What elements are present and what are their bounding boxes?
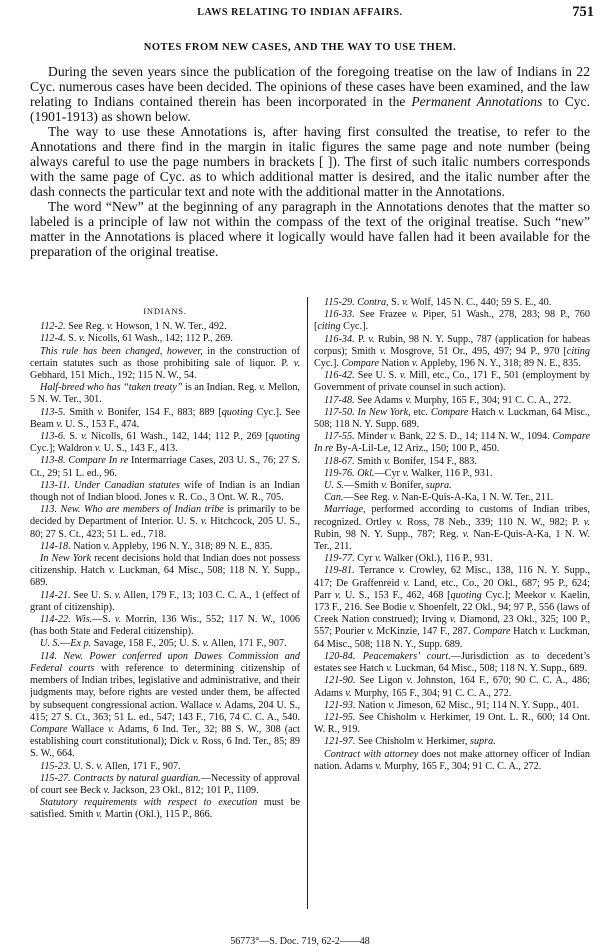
- annotation-entry: [314, 749, 590, 773]
- italic-run: v.: [420, 711, 427, 723]
- italic-run: 117-55.: [324, 431, 355, 443]
- italic-run: Contract with attorney: [324, 748, 419, 760]
- italic-run: 113. New.: [40, 504, 81, 516]
- text-run: U. S.: [70, 760, 97, 772]
- annotation-entry: [314, 309, 590, 333]
- text-run: [355, 651, 362, 662]
- text-run: During the seven years since the publication of the foregoing treatise on the law of Indians in 22 Cyc. numerous cases have been decided. The opinions of these cases have been examined, and the law relating to Indians contained therein has been incorporated in the: [30, 64, 590, 109]
- italic-run: U. S.: [324, 480, 345, 492]
- italic-run: v.: [97, 406, 104, 418]
- text-run: U. S., 153 F., 474.: [62, 418, 140, 430]
- italic-run: v.: [462, 528, 470, 540]
- running-head: [0, 4, 600, 22]
- text-run: Gebhard, 151 Mich., 192; 115 N. W., 54.: [30, 370, 197, 382]
- text-run: Nan-E-Quis-A-Ka, 1 N. W. Ter., 211.: [398, 492, 554, 504]
- text-run: Appleby, 196 N. Y., 318; 89 N. E., 835.: [109, 540, 273, 552]
- italic-run: quoting: [450, 589, 482, 601]
- italic-run: 112-4.: [40, 333, 66, 345]
- italic-run: Compare: [430, 406, 469, 418]
- column-heading: INDIANS.: [143, 306, 187, 316]
- text-run: Adams, 204 U. S., 415; 27 S. Ct., 363; 51 L. ed., 547; 143 F., 716, 74 C. C. A., 540.: [30, 699, 300, 723]
- right-column: [314, 297, 590, 915]
- text-run: U. S., 153 F., 462, 468 [: [341, 589, 451, 601]
- italic-run: v.: [94, 443, 102, 455]
- italic-run: v.: [384, 455, 391, 467]
- annotation-entry: [30, 553, 300, 590]
- italic-run: v.: [202, 638, 209, 650]
- italic-run: v.: [192, 736, 199, 748]
- running-title: LAWS RELATING TO INDIAN AFFAIRS.: [197, 7, 403, 18]
- italic-run: 121-95.: [324, 711, 356, 723]
- italic-run: Can.: [324, 492, 344, 504]
- annotation-entry: [30, 431, 300, 455]
- text-run: Cyc.]; Waldron: [30, 443, 95, 455]
- annotation-entry: [30, 504, 300, 541]
- italic-run: 121-90.: [324, 675, 356, 687]
- italic-run: Compare: [472, 626, 511, 638]
- italic-run: v.: [106, 321, 114, 333]
- column-divider: [307, 297, 308, 909]
- text-run: Bonifer, 154 F., 883; 889 [: [103, 406, 222, 418]
- italic-run: v.: [169, 492, 176, 504]
- italic-run: v.: [379, 345, 387, 357]
- text-run: Luckman, 64 Misc., 508; 118 N. Y., Supp. 689.: [314, 626, 590, 650]
- text-run: —: [60, 638, 71, 650]
- italic-run: v.: [108, 565, 116, 577]
- annotation-entry: [30, 541, 300, 553]
- italic-run: v.: [375, 553, 382, 565]
- text-run: The way to use these Annotations is, after having first consulted the treatise, to refer to the Annotations and there find in the margin in italic figures the same page and note number (being always careful to use the page numbers in brackets [ ]). The first of such italic numbers corresponds with the same page of Cyc. as to which additional matter is desired, and the italic number after the dash connects the particular text and note with the additional matter in the Annotations.: [30, 124, 590, 199]
- annotation-columns: [30, 297, 590, 915]
- italic-run: U. S.: [40, 638, 61, 650]
- text-run: Kaelin, 173 F., 216. See Bodie: [314, 589, 590, 614]
- annotation-entry: [30, 773, 300, 797]
- text-run: —S.: [92, 614, 115, 626]
- italic-run: 113-6.: [40, 431, 66, 443]
- italic-run: 121-93.: [324, 699, 356, 711]
- text-run: S.: [388, 297, 402, 308]
- italic-run: Marriage,: [324, 504, 366, 516]
- italic-run: v.: [103, 540, 110, 552]
- text-run: McKinzie, 147 F., 287.: [373, 626, 473, 638]
- text-run: Cyc.].: [314, 358, 342, 370]
- italic-run: v.: [402, 467, 409, 479]
- footer-signature: 56773°—S. Doc. 719, 62-2——48: [230, 936, 370, 947]
- italic-run: v.: [388, 699, 395, 711]
- italic-run: v.: [406, 675, 413, 687]
- italic-run: 113-8.: [40, 455, 66, 467]
- italic-run: v.: [540, 626, 547, 638]
- italic-run: Compare In re: [68, 455, 129, 467]
- italic-run: v.: [345, 687, 352, 699]
- annotation-entry: [314, 492, 590, 504]
- italic-run: 120-84.: [324, 650, 356, 662]
- italic-run: Compare In re: [314, 431, 590, 455]
- italic-run: v.: [550, 589, 557, 601]
- italic-run: v.: [417, 736, 424, 748]
- text-run: Shoenfelt, 22 Okl., 94; 97 P., 556 (laws of Creek Nation construed); Irving: [314, 602, 590, 626]
- annotation-entry: [30, 480, 300, 504]
- annotation-entry: [30, 651, 300, 761]
- annotation-entry: [30, 797, 300, 821]
- italic-run: 119-76.: [324, 467, 355, 479]
- text-run: Nan-E-Quis-A-Ka, 1 N. W. Ter., 211.: [314, 528, 590, 553]
- text-run: —See Reg.: [343, 492, 393, 504]
- annotation-entry: [30, 346, 300, 383]
- annotation-entry: [314, 370, 590, 394]
- italic-run: v.: [103, 784, 110, 796]
- intro-paragraph: [30, 124, 590, 199]
- annotation-entry: [30, 638, 300, 650]
- annotation-entry: [314, 504, 590, 553]
- text-run: Luckman, 64 Misc., 508; 118 N. Y. Supp., 689.: [30, 565, 300, 589]
- text-run: Appleby, 196 N. Y., 318; 89 N. E., 835.: [418, 358, 581, 370]
- annotation-entry: [30, 321, 300, 333]
- italic-run: v.: [386, 663, 393, 675]
- italic-run: citing: [317, 321, 341, 333]
- italic-run: v.: [498, 406, 505, 418]
- italic-run: Ex p.: [70, 638, 92, 650]
- italic-run: v.: [403, 577, 410, 589]
- text-run: Mellon, 5 N. W. Ter., 301.: [30, 382, 300, 406]
- italic-run: v.: [381, 480, 388, 492]
- intro-paragraph: [30, 199, 590, 259]
- text-run: See Reg.: [65, 321, 107, 333]
- annotation-entry: [314, 712, 590, 736]
- text-run: to Cyc. (1901-1913) as shown below.: [30, 94, 590, 124]
- intro-paragraph: [30, 64, 590, 124]
- italic-run: 121-97.: [324, 736, 356, 748]
- italic-run: citing: [566, 345, 590, 357]
- italic-run: 118-67.: [324, 455, 355, 467]
- italic-run: Permanent Annotations: [411, 94, 543, 109]
- text-run: recent decisions hold that Indian does not possess citizenship. Hatch: [30, 553, 300, 577]
- italic-run: Half-breed who has “taken treaty”: [40, 382, 183, 394]
- text-run: Bonifer, 154 F., 883.: [390, 455, 477, 467]
- text-run: —Necessity of approval of court see Beck: [30, 772, 300, 796]
- text-run: See Ligon: [355, 675, 407, 687]
- text-run: S.: [65, 431, 82, 443]
- italic-run: v.: [334, 589, 342, 601]
- text-run: in the construction of certain statutes such as those prohibiting sale of liquor. P.: [30, 345, 300, 369]
- text-run: Luckman, 64 Misc., 508; 118 N. Y. Supp., 689.: [392, 663, 588, 675]
- italic-run: v.: [56, 418, 63, 430]
- text-run: Walker, 116 P., 931.: [408, 467, 493, 479]
- text-run: Cyc.]; Meekor: [481, 589, 551, 601]
- text-run: —Smith: [344, 480, 382, 492]
- text-run: See Chisholm: [355, 736, 418, 748]
- text-run: Murphy, 165 F., 304; 91 C. C. A., 272.: [351, 687, 512, 699]
- italic-run: v.: [583, 516, 590, 528]
- italic-run: Wis.: [74, 614, 93, 626]
- text-run: Johnston, 164 F., 670; 90 C. C. A., 486; Adams: [314, 675, 590, 699]
- italic-run: Who are members of Indian tribe: [83, 504, 224, 516]
- italic-run: 114. New.: [40, 650, 84, 662]
- text-run: etc.: [410, 406, 431, 418]
- text-run: See Frazee: [354, 309, 412, 321]
- text-run: Cyc.].: [340, 321, 369, 333]
- text-run: U. S., 143 F., 413.: [101, 443, 178, 455]
- annotation-entry: [30, 407, 300, 431]
- annotation-entry: [30, 614, 300, 638]
- italic-run: 114-18.: [40, 540, 71, 552]
- italic-run: 117-50.: [324, 406, 355, 418]
- italic-run: v.: [405, 394, 412, 406]
- text-run: Allen, 171 F., 907.: [102, 760, 181, 772]
- annotation-entry: [314, 395, 590, 407]
- italic-run: In New York,: [357, 406, 411, 418]
- italic-run: v.: [411, 309, 418, 321]
- italic-run: v.: [215, 699, 222, 711]
- text-run: Ross, 78 Neb., 339; 110 N. W., 982; P.: [402, 516, 584, 528]
- italic-run: v.: [399, 370, 407, 382]
- text-run: S.: [65, 333, 79, 345]
- italic-run: quoting: [221, 406, 253, 418]
- italic-run: 116-42.: [324, 370, 355, 382]
- italic-run: v.: [200, 516, 208, 528]
- text-run: Terrance: [354, 565, 399, 577]
- italic-run: 112-2.: [40, 321, 66, 333]
- text-run: Cyc.]. See Beam: [30, 406, 300, 430]
- text-run: Hatch: [468, 406, 499, 418]
- italic-run: v.: [81, 431, 88, 443]
- text-run: Diamond, 23 Okl., 325; 100 P., 557; Pourier: [314, 614, 590, 638]
- text-run: See Chisholm: [355, 711, 421, 723]
- italic-run: v.: [259, 382, 266, 394]
- text-run: Nation: [355, 699, 389, 711]
- text-run: —Cyr: [374, 467, 403, 479]
- text-run: Nicolls, 61 Wash., 142; 112 P., 269.: [85, 333, 233, 345]
- italic-run: Contracts by natural guardian.: [73, 772, 201, 784]
- annotation-entry: [314, 700, 590, 712]
- italic-run: Contra,: [357, 297, 389, 308]
- text-run: Adams, 6 Ind. Ter., 32; 88 S. W., 308 (act establishing court constitutional); Dick: [30, 723, 300, 748]
- text-run: Allen, 179 F., 13; 103 C. C. A., 1 (effect of grant of citizenship).: [30, 589, 300, 613]
- text-run: See Adams: [354, 394, 406, 406]
- italic-run: v.: [368, 333, 375, 345]
- italic-run: Okl.: [357, 467, 375, 479]
- italic-run: supra.: [470, 736, 496, 748]
- italic-run: 114-22.: [40, 614, 71, 626]
- italic-run: Statutory requirements with respect to execution: [40, 797, 258, 809]
- annotation-entry: [314, 334, 590, 371]
- text-run: Nicolls, 61 Wash., 142, 144; 112 P., 269 [: [87, 431, 269, 443]
- italic-run: 115-23.: [40, 760, 71, 772]
- annotation-entry: [30, 590, 300, 614]
- text-run: Murphy, 165 F., 304; 91 C. C. A., 272.: [381, 760, 542, 772]
- italic-run: v.: [96, 760, 103, 772]
- annotation-entry: [314, 480, 590, 492]
- text-run: Murphy, 165 F., 304; 91 C. C. A., 272.: [411, 394, 572, 406]
- text-run: The word “New” at the beginning of any paragraph in the Annotations denotes that the matter so labeled is a principle of law not within the compass of the text of the original treatise. Such “new” matter in the Annotations is placed where it logically would have fallen had it been available for the preparation of the original treatise.: [30, 199, 590, 259]
- italic-run: v.: [392, 492, 399, 504]
- italic-run: v.: [367, 626, 374, 638]
- text-run: Piper, 51 Wash., 278, 283; 98 P., 760 [: [314, 309, 590, 333]
- intro-text: [30, 64, 590, 259]
- annotation-entry: [314, 431, 590, 455]
- text-run: Crowley, 62 Misc., 138, 116 N. Y. Supp., 417; De Graffenreid: [314, 565, 590, 589]
- annotation-entry: [30, 382, 300, 406]
- text-run: Martin (Okl.), 115 P., 866.: [102, 809, 213, 821]
- text-run: Wolf, 145 N. C., 440; 59 S. E., 40.: [408, 297, 552, 308]
- italic-run: Compare: [341, 358, 379, 370]
- italic-run: 119-81.: [324, 565, 355, 577]
- italic-run: v.: [95, 809, 103, 821]
- page-number: 751: [572, 4, 594, 20]
- text-run: Nation: [379, 358, 412, 370]
- text-run: Bonifer,: [387, 480, 426, 492]
- text-run: Intermarriage Cases, 203 U. S., 76; 27 S. Ct., 29; 51 L. ed., 96.: [30, 455, 300, 479]
- text-run: —Jurisdiction as to decedent’s estates see Hatch: [314, 650, 590, 675]
- text-run: Jimeson, 62 Misc., 91; 114 N. Y. Supp., 401.: [394, 699, 579, 711]
- italic-run: quoting: [268, 431, 300, 443]
- italic-run: v.: [107, 723, 115, 735]
- italic-run: 117-48.: [324, 394, 355, 406]
- text-run: Smith: [65, 406, 98, 418]
- text-run: See U. S.: [354, 370, 400, 382]
- text-run: Allen, 171 F., 907.: [208, 638, 287, 650]
- italic-run: In New York: [40, 553, 92, 565]
- left-column: [30, 297, 300, 915]
- text-run: performed according to customs of Indian tribes, recognized. Ortley: [314, 504, 590, 528]
- text-run: is primarily to be decided by Department of Interior. U. S.: [30, 504, 300, 528]
- italic-run: 116-34.: [324, 333, 355, 345]
- text-run: Walker (Okl.), 116 P., 931.: [381, 553, 493, 565]
- annotation-entry: [314, 468, 590, 480]
- italic-run: v.: [449, 614, 457, 626]
- text-run: R. Co., 3 Ont. W. R., 705.: [175, 492, 284, 504]
- italic-run: 115-27.: [40, 772, 71, 784]
- annotation-entry: [314, 456, 590, 468]
- text-run: Jackson, 23 Okl., 812; 101 P., 1109.: [109, 784, 259, 796]
- italic-run: v.: [411, 358, 419, 370]
- italic-run: 119-77.: [324, 553, 355, 565]
- italic-run: v.: [401, 297, 409, 308]
- italic-run: 113-11.: [40, 479, 70, 491]
- text-run: Savage, 158 F., 205; U. S.: [91, 638, 203, 650]
- text-run: Hatch: [510, 626, 541, 638]
- text-run: Land, etc., Co., 20 Okl., 687; 95 P., 624; Parr: [314, 577, 590, 601]
- text-run: Luckman, 64 Misc., 508; 118 N. Y. Supp. 689.: [314, 406, 590, 431]
- text-run: Herkimer,: [423, 736, 470, 748]
- italic-run: Compare: [30, 723, 68, 735]
- italic-run: 115-29.: [324, 297, 355, 308]
- text-run: Cyr: [354, 553, 376, 565]
- italic-run: v.: [114, 614, 122, 626]
- text-run: Minder: [354, 431, 391, 443]
- italic-run: v.: [293, 357, 300, 369]
- text-run: wife of Indian is an Indian though not of Indian blood. Jones: [30, 479, 300, 504]
- text-run: Mosgrove, 51 Or., 495, 497; 94 P., 970 [: [386, 345, 567, 357]
- italic-run: 116-33.: [324, 309, 355, 321]
- text-run: does not make attorney officer of Indian nation. Adams: [314, 748, 590, 772]
- italic-run: v.: [114, 589, 121, 601]
- text-run: Howson, 1 N. W. Ter., 492.: [113, 321, 227, 333]
- text-run: Rubin, 98 N. Y. Supp., 787 (application for habeas corpus); Smith: [314, 333, 590, 357]
- text-run: Ross, 6 Ind. Ter., 85; 89 S. W., 664.: [30, 736, 300, 760]
- text-run: is an Indian. Reg.: [182, 382, 260, 394]
- text-run: Wallace: [67, 723, 108, 735]
- italic-run: Under Canadian statutes: [74, 479, 180, 491]
- text-run: See U. S.: [70, 589, 115, 601]
- text-run: By-A-Lil-Le, 12 Ariz., 150; 100 P., 450.: [333, 443, 500, 455]
- annotation-entry: [314, 736, 590, 748]
- text-run: Smith: [354, 455, 385, 467]
- annotation-entry: [314, 407, 590, 431]
- italic-run: 113-5.: [40, 406, 66, 418]
- italic-run: v.: [390, 431, 397, 443]
- italic-run: supra.: [425, 480, 452, 492]
- annotation-entry: [314, 565, 590, 650]
- italic-run: Peacemakers’ court.: [362, 650, 451, 662]
- italic-run: v.: [398, 565, 406, 577]
- text-run: Nation: [70, 540, 104, 552]
- text-run: Herkimer, 19 Ont. L. R., 600; 14 Ont. W. R., 919.: [314, 711, 590, 736]
- italic-run: v.: [409, 602, 416, 614]
- text-run: Bank, 22 S. D., 14; 114 N. W., 1094.: [396, 431, 553, 443]
- text-run: Rubin, 98 N. Y. Supp., 787; Reg.: [314, 528, 463, 540]
- annotation-entry: [30, 761, 300, 773]
- italic-run: This rule has been changed, however,: [40, 345, 203, 357]
- italic-run: v.: [396, 516, 403, 528]
- annotation-entry: [314, 675, 590, 699]
- annotation-entry: [30, 455, 300, 479]
- text-run: Mill, etc., Co., 171 F., 501 (employment by Government of private counsel in such action).: [314, 370, 590, 394]
- text-run: P.: [354, 333, 369, 345]
- section-title: NOTES FROM NEW CASES, AND THE WAY TO USE THEM.: [143, 42, 457, 53]
- annotation-entry: [30, 333, 300, 345]
- annotation-entry: [314, 553, 590, 565]
- italic-run: 114-21.: [40, 589, 71, 601]
- text-run: Morrin, 136 Wis., 552; 117 N. W., 1006 (has both State and Federal citizenship).: [30, 614, 300, 638]
- annotation-entry: [314, 651, 590, 675]
- annotation-entry: [314, 297, 590, 309]
- italic-run: Power conferred upon Dawes Commission and Federal courts: [30, 650, 300, 674]
- text-run: Hitchcock, 205 U. S., 80; 27 S. Ct., 423; 51 L. ed., 718.: [30, 516, 300, 540]
- italic-run: v.: [375, 760, 382, 772]
- text-run: with reference to determining citizenship of members of Indian tribes, legislative and administrative, and their judgments may, before rights are vested under them, be affected by subsequent congressional action. Wallace: [30, 662, 300, 711]
- italic-run: v.: [78, 333, 86, 345]
- text-run: must be satisfied. Smith: [30, 797, 300, 821]
